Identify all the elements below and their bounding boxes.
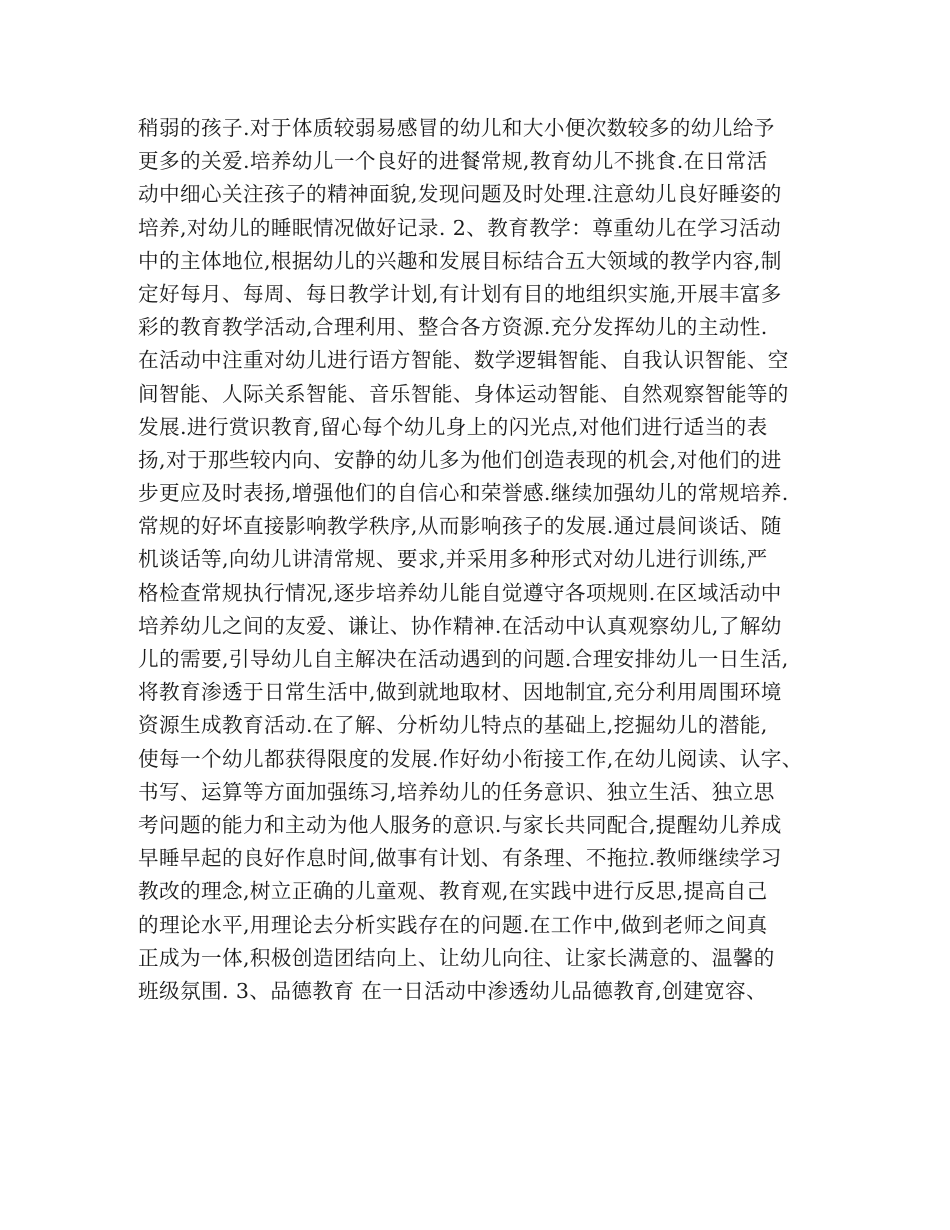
text-line: 培养,对幼儿的睡眠情况做好记录. 2、教育教学：尊重幼儿在学习活动 [138,215,782,240]
text-line: 机谈话等,向幼儿讲清常规、要求,并采用多种形式对幼儿进行训练,严 [138,547,768,572]
text-line: 格检查常规执行情况,逐步培养幼儿能自觉遵守各项规则.在区域活动中 [138,580,782,605]
text-line: 正成为一体,积极创造团结向上、让幼儿向往、让家长满意的、温馨的 [138,945,775,970]
text-line: 早睡早起的良好作息时间,做事有计划、有条理、不拖拉.教师继续学习 [138,846,782,871]
text-line: 步更应及时表扬,增强他们的自信心和荣誉感.继续加强幼儿的常规培养. [138,481,789,506]
text-line: 间智能、人际关系智能、音乐智能、身体运动智能、自然观察智能等的 [138,381,789,406]
text-line: 使每一个幼儿都获得限度的发展.作好幼小衔接工作,在幼儿阅读、认字、 [138,746,803,771]
text-line: 书写、运算等方面加强练习,培养幼儿的任务意识、独立生活、独立思 [138,779,775,804]
text-line: 扬,对于那些较内向、安静的幼儿多为他们创造表现的机会,对他们的进 [138,447,782,472]
text-line: 培养幼儿之间的友爱、谦让、协作精神.在活动中认真观察幼儿,了解幼 [138,613,782,638]
text-line: 考问题的能力和主动为他人服务的意识.与家长共同配合,提醒幼儿养成 [138,812,782,837]
text-line: 教改的理念,树立正确的儿童观、教育观,在实践中进行反思,提高自己 [138,879,768,904]
text-line: 定好每月、每周、每日教学计划,有计划有目的地组织实施,开展丰富多 [138,281,782,306]
text-line: 将教育渗透于日常生活中,做到就地取材、因地制宜,充分利用周围环境 [138,680,782,705]
body-text [138,112,828,1008]
text-line: 儿的需要,引导幼儿自主解决在活动遇到的问题.合理安排幼儿一日生活, [138,647,789,671]
text-line: 资源生成教育活动.在了解、分析幼儿特点的基础上,挖掘幼儿的潜能, [138,713,768,738]
text-line: 常规的好坏直接影响教学秩序,从而影响孩子的发展.通过晨间谈话、随 [138,514,782,539]
text-line: 发展.进行赏识教育,留心每个幼儿身上的闪光点,对他们进行适当的表 [138,414,768,439]
text-line: 的理论水平,用理论去分析实践存在的问题.在工作中,做到老师之间真 [138,912,768,937]
text-line: 在活动中注重对幼儿进行语方智能、数学逻辑智能、自我认识智能、空 [138,348,789,373]
text-line: 动中细心关注孩子的精神面貌,发现问题及时处理.注意幼儿良好睡姿的 [138,182,782,207]
text-line: 中的主体地位,根据幼儿的兴趣和发展目标结合五大领域的教学内容,制 [138,248,782,273]
text-line: 更多的关爱.培养幼儿一个良好的进餐常规,教育幼儿不挑食.在日常活 [138,149,768,174]
text-line: 班级氛围. 3、品德教育 在一日活动中渗透幼儿品德教育,创建宽容、 [138,978,768,1003]
text-line: 彩的教育教学活动,合理利用、整合各方资源.充分发挥幼儿的主动性. [138,315,768,340]
text-line: 稍弱的孩子.对于体质较弱易感冒的幼儿和大小便次数较多的幼儿给予 [138,116,775,140]
